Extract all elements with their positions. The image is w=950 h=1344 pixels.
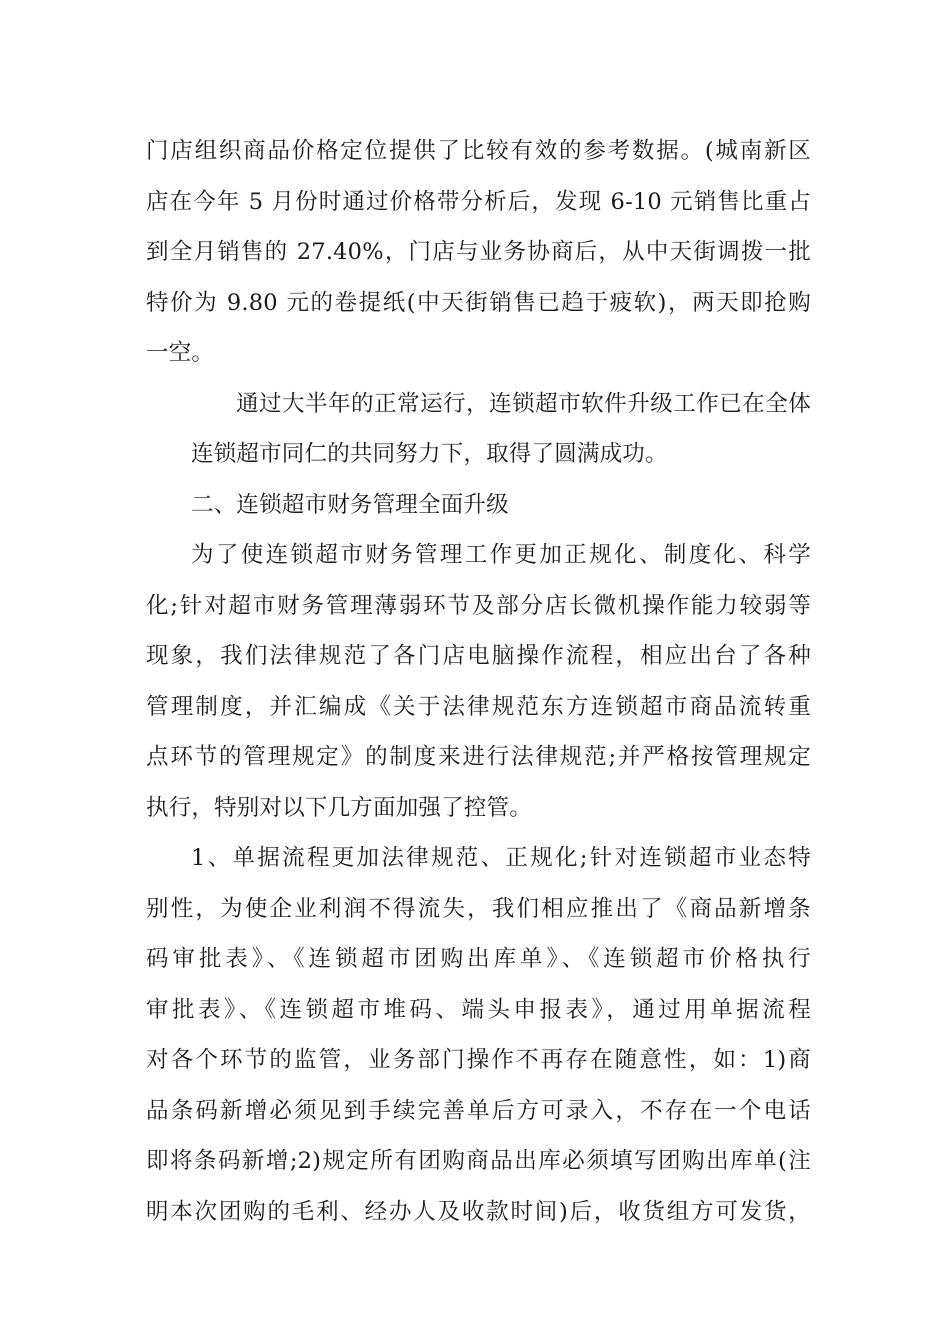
text-line: 现象，我们法律规范了各门店电脑操作流程，相应出台了各种 bbox=[146, 643, 811, 669]
text-line: 对各个环节的监管，业务部门操作不再存在随意性，如：1)商 bbox=[146, 1047, 811, 1073]
text-line: 码审批表》、《连锁超市团购出库单》、《连锁超市价格执行 bbox=[146, 946, 811, 972]
paragraph-finance bbox=[146, 530, 811, 833]
text-line: 店在今年 5 月份时通过价格带分析后，发现 6-10 元销售比重占 bbox=[146, 188, 811, 215]
paragraph-continuation bbox=[146, 126, 811, 379]
text-line: 化;针对超市财务管理薄弱环节及部分店长微机操作能力较弱等 bbox=[146, 592, 811, 619]
section-heading-text: 二、连锁超市财务管理全面升级 bbox=[191, 491, 509, 518]
text-line: 为了使连锁超市财务管理工作更加正规化、制度化、科学 bbox=[191, 542, 811, 568]
text-line: 连锁超市同仁的共同努力下，取得了圆满成功。 bbox=[191, 441, 668, 467]
text-line: 到全月销售的 27.40%，门店与业务协商后，从中天街调拨一批 bbox=[146, 239, 811, 265]
paragraph-documents bbox=[146, 833, 811, 1237]
text-line: 即将条码新增;2)规定所有团购商品出库必须填写团购出库单(注 bbox=[146, 1148, 811, 1174]
text-line: 特价为 9.80 元的卷提纸(中天街销售已趋于疲软)，两天即抢购 bbox=[146, 289, 811, 316]
section-heading bbox=[146, 480, 811, 531]
text-line: 明本次团购的毛利、经办人及收款时间)后，收货组方可发货， bbox=[146, 1198, 811, 1225]
text-line: 通过大半年的正常运行，连锁超市软件升级工作已在全体 bbox=[236, 390, 811, 417]
text-line: 别性，为使企业利润不得流失，我们相应推出了《商品新增条 bbox=[146, 895, 811, 922]
text-line: 品条码新增必须见到手续完善单后方可录入，不存在一个电话 bbox=[146, 1097, 811, 1124]
text-line: 一空。 bbox=[146, 340, 215, 366]
text-line: 执行，特别对以下几方面加强了控管。 bbox=[146, 794, 532, 821]
text-line: 1、单据流程更加法律规范、正规化;针对连锁超市业态特 bbox=[191, 845, 811, 871]
text-line: 审批表》、《连锁超市堆码、端头申报表》，通过用单据流程 bbox=[146, 996, 811, 1023]
document-body bbox=[146, 126, 811, 1237]
text-line: 管理制度，并汇编成《关于法律规范东方连锁超市商品流转重 bbox=[146, 693, 811, 720]
paragraph-software-upgrade bbox=[146, 379, 811, 480]
text-line: 门店组织商品价格定位提供了比较有效的参考数据。(城南新区 bbox=[146, 138, 811, 164]
text-line: 点环节的管理规定》的制度来进行法律规范;并严格按管理规定 bbox=[146, 744, 811, 770]
